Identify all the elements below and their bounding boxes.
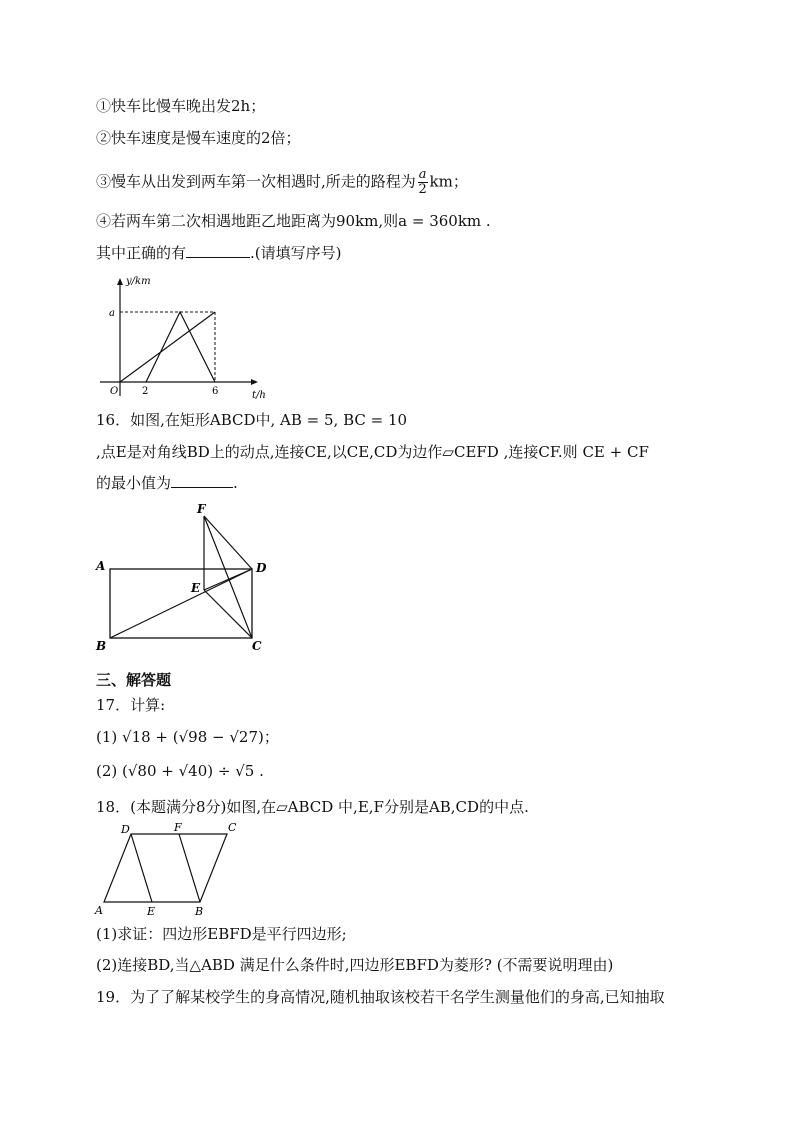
segment-fd (204, 516, 252, 569)
origin-label: O (110, 386, 119, 397)
fraction-a-over-2 (418, 168, 428, 197)
q15-prompt-note: .(请填写序号) (250, 244, 342, 262)
q15-statement-4: ④若两车第二次相遇地距乙地距离为90km,则a = 360km . (96, 212, 491, 230)
q15-statement-2: ②快车速度是慢车速度的2倍； (96, 129, 301, 147)
q16-line-3-text: 的最小值为 (96, 474, 172, 492)
q17-part-2: (2) (√80 + √40) ÷ √5 . (96, 762, 264, 780)
segment-ed (204, 569, 252, 590)
segment-de (131, 834, 152, 902)
q15-prompt-text: 其中正确的有 (96, 244, 187, 262)
q16-line-3 (96, 473, 238, 493)
fraction-numerator: a (418, 167, 427, 182)
answer-blank (171, 473, 233, 488)
fraction-denominator: 2 (418, 182, 427, 197)
section-3-title: 三、解答题 (96, 671, 172, 689)
label-c: C (228, 821, 237, 834)
q18-parallelogram-figure (90, 818, 250, 920)
label-d: D (121, 823, 130, 836)
segment-fb (179, 834, 200, 902)
q19-line-1: 19．为了了解某校学生的身高情况,随机抽取该校若干名学生测量他们的身高,已知抽取 (96, 988, 665, 1006)
label-b: B (195, 905, 204, 918)
q16-line-2: ,点E是对角线BD上的动点,连接CE,以CE,CD为边作▱CEFD ,连接CF.则 CE + CF (96, 443, 649, 461)
a-label: a (109, 308, 115, 319)
q16-line-1: 16．如图,在矩形ABCD中, AB = 5, BC = 10 (96, 411, 408, 429)
y-axis-arrow (117, 278, 123, 285)
label-f: F (197, 502, 206, 516)
slow-car-line (120, 312, 215, 382)
q18-title: 18．(本题满分8分)如图,在▱ABCD 中,E,F分别是AB,CD的中点. (96, 798, 529, 816)
x-axis-label: t/h (252, 390, 266, 401)
label-c: C (252, 639, 262, 653)
q17-part-1: (1) √18 + (√98 − √27)； (96, 728, 279, 746)
q15-distance-time-graph (96, 270, 266, 402)
x-axis-arrow (251, 379, 258, 385)
parallelogram-abcd (104, 834, 227, 902)
q15-statement-3-unit: km； (429, 172, 468, 191)
answer-blank (186, 243, 250, 258)
q18-part-1: (1)求证：四边形EBFD是平行四边形; (96, 925, 347, 943)
q16-line-3-end: . (233, 474, 238, 492)
q18-part-2: (2)连接BD,当△ABD 满足什么条件时,四边形EBFD为菱形? (不需要说明理由) (96, 956, 614, 974)
label-a: A (96, 559, 106, 573)
fast-car-path (146, 312, 215, 382)
diagonal-bd (110, 569, 252, 638)
q15-prompt (96, 243, 342, 263)
label-e: E (191, 581, 201, 595)
q15-statement-1: ①快车比慢车晚出发2h； (96, 97, 266, 115)
label-d: D (256, 561, 267, 575)
label-b: B (96, 639, 107, 653)
x-tick-6-label: 6 (212, 386, 219, 397)
y-axis-label: y/km (126, 276, 151, 287)
segment-cf (204, 516, 252, 638)
x-tick-2-label: 2 (142, 386, 149, 397)
label-f: F (174, 821, 182, 834)
segment-ce (204, 590, 252, 638)
label-a: A (95, 904, 103, 917)
label-e: E (147, 905, 156, 918)
q17-title: 17．计算: (96, 696, 166, 714)
q16-rectangle-figure (92, 500, 282, 658)
q15-statement-3-text: ③慢车从出发到两车第一次相遇时,所走的路程为 (96, 172, 416, 191)
q15-statement-3 (96, 168, 468, 197)
